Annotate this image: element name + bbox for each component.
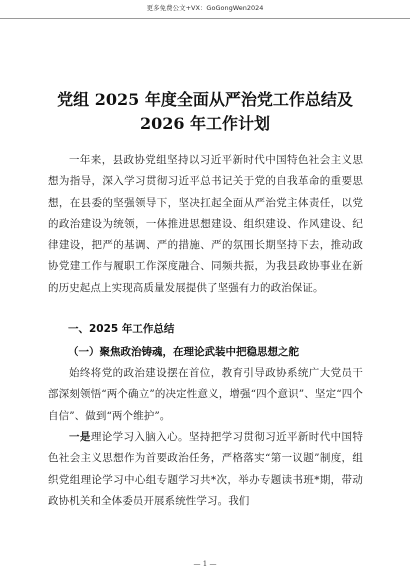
point-body: 理论学习入脑入心。坚持把学习贯彻习近平新时代中国特色社会主义思想作为首要政治任务，严格落实“第一议题”制度，组织党组理论学习中心组专题学习共*次，举办专题读书班*期，带动政协机关和全体委员开展系统性学习。我们 [48, 431, 364, 507]
title-line-2: 2026 年工作计划 [139, 114, 271, 133]
document-title [40, 88, 370, 136]
intro-block [48, 150, 363, 299]
page-number: — 1 — [193, 560, 217, 568]
intro-paragraph: 一年来，县政协党组坚持以习近平新时代中国特色社会主义思想为指导，深入学习贯彻习近平总书记关于党的自我革命的重要思想，在县委的坚强领导下，坚决扛起全面从严治党主体责任，以党的政治建设为统领，一体推进思想建设、组织建设、作风建设、纪律建设，把严的基调、严的措施、严的氛围长期坚持下去，推动政协党建工作与履职工作深度融合、同频共振，为我县政协事业在新的历史起点上实现高质量发展提供了坚强有力的政治保证。 [48, 154, 363, 294]
title-line-1: 党组 2025 年度全面从严治党工作总结及 [57, 90, 353, 109]
subsection-block [48, 363, 363, 427]
header-banner-text: 更多免费公文+VX：GoGongWen2024 [146, 4, 264, 12]
point-lead: 一是 [69, 431, 91, 443]
point-paragraph [48, 427, 363, 512]
subsection-paragraph: 始终将党的政治建设摆在首位，教育引导政协系统广大党员干部深刻领悟“两个确立”的决定性意义，增强“四个意识”、坚定“四个自信”、做到“两个维护”。 [48, 367, 363, 422]
subsection-heading: （一）聚焦政治铸魂，在理论武装中把稳思想之舵 [68, 346, 299, 358]
point-block [48, 427, 363, 512]
section-heading: 一、2025 年工作总结 [68, 323, 175, 335]
header-bar [0, 0, 410, 19]
